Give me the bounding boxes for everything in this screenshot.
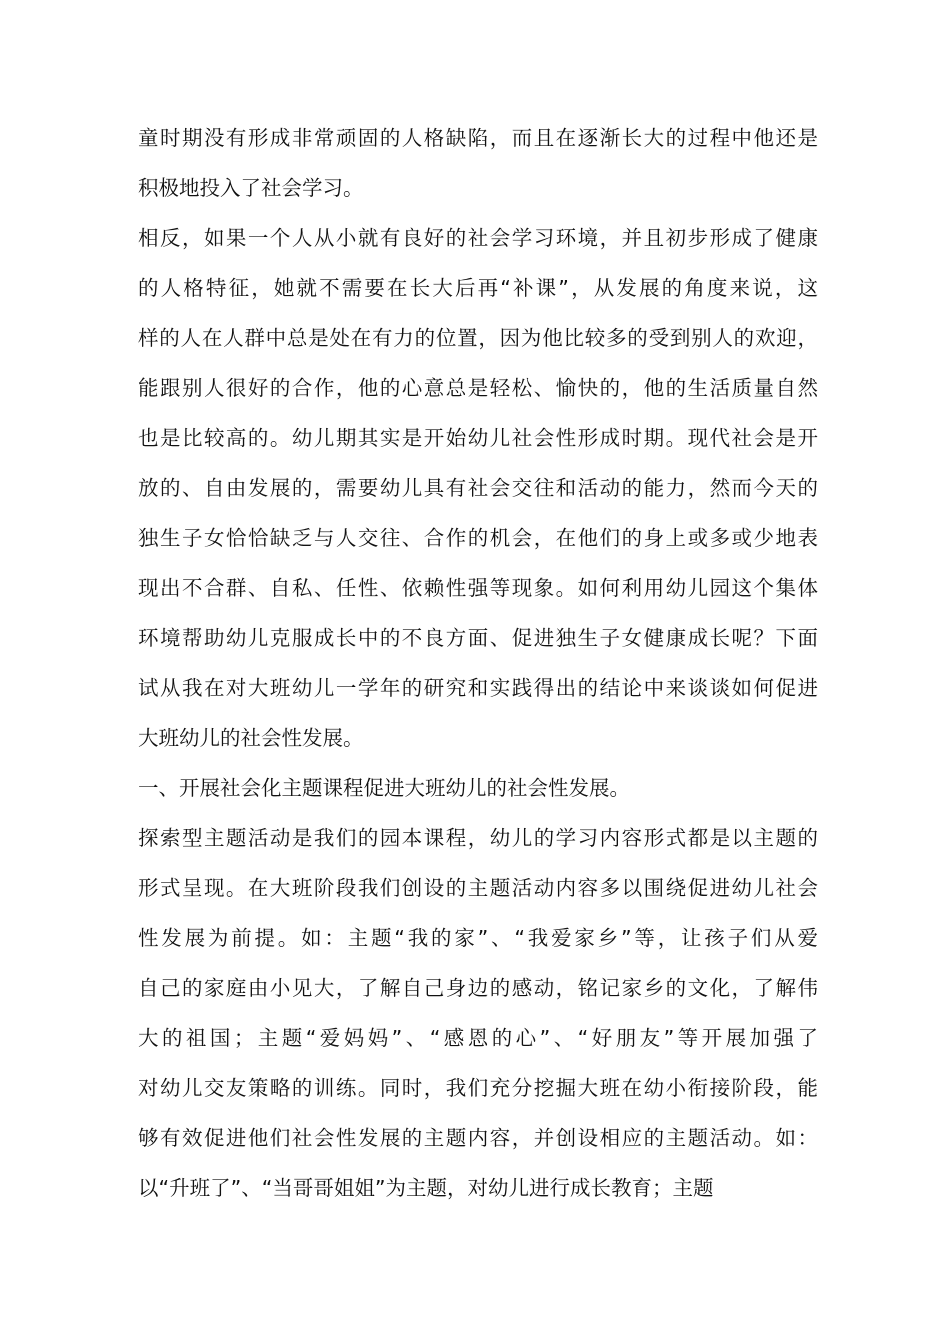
text-line: 自己的家庭由小见大，了解自己身边的感动，铭记家乡的文化，了解伟 (138, 976, 818, 1000)
text-line: 对幼儿交友策略的训练。同时，我们充分挖掘大班在幼小衔接阶段，能 (138, 1076, 818, 1100)
text-line: 形式呈现。在大班阶段我们创设的主题活动内容多以围绕促进幼儿社会 (138, 876, 818, 900)
text-line: 样的人在人群中总是处在有力的位置，因为他比较多的受到别人的欢迎， (138, 326, 818, 350)
body-text (138, 113, 818, 1213)
text-line: 够有效促进他们社会性发展的主题内容，并创设相应的主题活动。如： (138, 1126, 818, 1150)
text-line: 性发展为前提。如：主题“我的家”、“我爱家乡”等，让孩子们从爱 (138, 926, 818, 950)
text-line: 独生子女恰恰缺乏与人交往、合作的机会，在他们的身上或多或少地表 (138, 526, 818, 550)
text-line: 现出不合群、自私、任性、依赖性强等现象。如何利用幼儿园这个集体 (138, 576, 818, 600)
text-line: 积极地投入了社会学习。 (138, 176, 364, 200)
section-heading: 一、开展社会化主题课程促进大班幼儿的社会性发展。 (138, 776, 630, 800)
text-line: 也是比较高的。幼儿期其实是开始幼儿社会性形成时期。现代社会是开 (138, 426, 818, 450)
text-line: 放的、自由发展的，需要幼儿具有社会交往和活动的能力，然而今天的 (138, 476, 818, 500)
text-line: 大的祖国；主题“爱妈妈”、“感恩的心”、“好朋友”等开展加强了 (138, 1026, 818, 1050)
text-line: 大班幼儿的社会性发展。 (138, 726, 364, 750)
text-line: 探索型主题活动是我们的园本课程，幼儿的学习内容形式都是以主题的 (138, 826, 818, 850)
text-line: 环境帮助幼儿克服成长中的不良方面、促进独生子女健康成长呢？下面 (138, 626, 818, 650)
text-line: 童时期没有形成非常顽固的人格缺陷，而且在逐渐长大的过程中他还是 (138, 126, 818, 150)
text-line: 试从我在对大班幼儿一学年的研究和实践得出的结论中来谈谈如何促进 (138, 676, 818, 700)
text-line: 相反，如果一个人从小就有良好的社会学习环境，并且初步形成了健康 (138, 226, 818, 250)
text-line: 的人格特征，她就不需要在长大后再“补课”，从发展的角度来说，这 (138, 276, 818, 300)
text-line: 能跟别人很好的合作，他的心意总是轻松、愉快的，他的生活质量自然 (138, 376, 818, 400)
text-line: 以“升班了”、“当哥哥姐姐”为主题，对幼儿进行成长教育；主题 (138, 1176, 714, 1200)
